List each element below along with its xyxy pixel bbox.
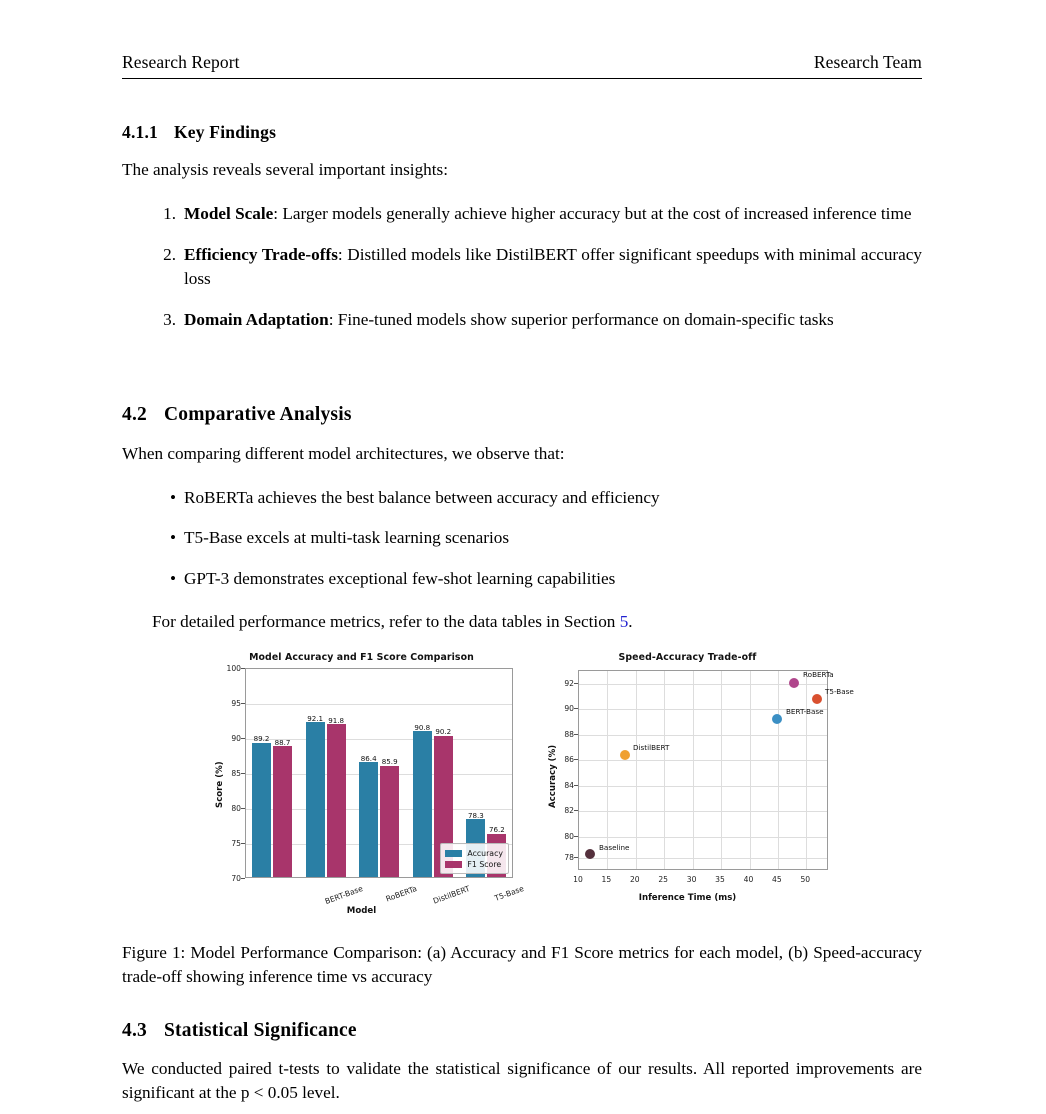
y-tick-mark <box>574 857 578 858</box>
bar-chart-legend <box>440 843 509 874</box>
section-reference-link[interactable]: 5 <box>619 612 629 631</box>
gridline-x-45 <box>778 671 779 869</box>
legend-item-f1 <box>445 859 503 869</box>
list-marker: 1. <box>163 204 176 223</box>
x-tick-label: 10 <box>573 875 583 884</box>
y-tick-label: 70 <box>231 874 241 883</box>
list-item <box>150 567 922 591</box>
scatter-plot-area <box>578 670 854 870</box>
x-tick-label: DistilBERT <box>431 884 472 906</box>
bar-value-label: 92.1 <box>307 714 323 723</box>
gridline-x-30 <box>693 671 694 869</box>
bar-value-label: 90.2 <box>435 727 452 736</box>
list-item-text: GPT-3 demonstrates exceptional few-shot learning capabilities <box>184 568 616 588</box>
list-item-text: : Fine-tuned models show superior performance on domain-specific tasks <box>328 310 834 330</box>
bar-accuracy-t5-base <box>413 731 432 877</box>
scatter-point-label: T5-Base <box>825 687 854 696</box>
bar-f1-bert-base <box>273 746 292 877</box>
list-item <box>150 308 922 332</box>
scatter-point-label: RoBERTa <box>803 670 834 679</box>
gridline-y-88 <box>579 735 827 736</box>
heading-statistical-significance <box>122 1020 357 1042</box>
y-tick-mark <box>241 668 245 669</box>
scatter-point-distilbert <box>620 750 630 760</box>
gridline-y-80 <box>579 837 827 838</box>
x-tick-label: 20 <box>629 875 640 884</box>
legend-swatch-f1 <box>445 861 462 868</box>
list-item-term: Efficiency Trade-offs <box>184 244 338 264</box>
x-tick-label: 40 <box>743 875 754 884</box>
y-tick-mark <box>574 785 578 786</box>
bar-value-label: 89.2 <box>253 734 270 743</box>
x-tick-label: 30 <box>686 875 697 884</box>
list-marker: 3. <box>163 310 176 330</box>
heading-comparative-analysis <box>122 404 352 426</box>
y-tick-label: 80 <box>564 831 574 841</box>
y-tick-mark <box>574 708 578 709</box>
list-item-text: T5-Base excels at multi-task learning scenarios <box>184 528 510 548</box>
bar-value-label: 76.2 <box>488 825 505 834</box>
list-item <box>150 526 922 550</box>
x-tick-label: RoBERTa <box>384 884 419 904</box>
scatter-y-axis-title: Accuracy (%) <box>548 744 558 808</box>
y-tick-mark <box>574 734 578 735</box>
gridline-y-78 <box>579 858 827 859</box>
bar-value-label: 90.8 <box>414 723 431 732</box>
header-rule <box>122 78 922 79</box>
y-tick-label: 100 <box>226 664 241 673</box>
closing-period: . <box>628 612 633 631</box>
scatter-chart-title: Speed-Accuracy Trade-off <box>618 652 757 663</box>
gridline-y-82 <box>579 811 827 812</box>
heading-title: Statistical Significance <box>164 1020 357 1041</box>
list-item-text: : Distilled models like DistilBERT offer significant speedups with minimal accuracy loss <box>184 244 922 289</box>
y-tick-label: 95 <box>231 699 241 708</box>
y-tick-label: 90 <box>231 734 241 743</box>
bar-chart-accuracy-f1 <box>205 648 526 920</box>
legend-label-f1: F1 Score <box>467 859 502 869</box>
bar-accuracy-roberta <box>306 722 325 877</box>
closing-text: For detailed performance metrics, refer to the data tables in Section <box>152 612 620 631</box>
x-tick-label: 15 <box>601 875 612 884</box>
bar-accuracy-bert-base <box>252 743 271 877</box>
scatter-point-label: Baseline <box>599 843 630 852</box>
list-item <box>150 243 922 292</box>
y-tick-label: 86 <box>564 755 574 765</box>
y-tick-mark <box>241 738 245 739</box>
comparative-bullet-list <box>150 486 922 591</box>
key-findings-list <box>150 202 922 333</box>
key-findings-intro: The analysis reveals several important insights: <box>122 160 449 179</box>
x-tick-label: 45 <box>772 875 782 884</box>
running-header <box>122 52 922 73</box>
y-tick-mark <box>241 773 245 774</box>
y-tick-label: 92 <box>564 678 574 688</box>
y-tick-label: 84 <box>564 780 574 790</box>
bar-chart-x-axis-title: Model <box>346 906 377 916</box>
header-left-text: Research Report <box>122 52 240 72</box>
y-tick-mark <box>241 878 245 879</box>
gridline-y-84 <box>579 786 827 787</box>
heading-number: 4.1.1 <box>122 122 158 142</box>
bar-value-label: 86.4 <box>360 754 377 763</box>
bullet-icon: • <box>169 568 176 588</box>
bar-f1-distilbert <box>380 766 399 877</box>
figure-model-performance <box>205 648 854 920</box>
legend-label-accuracy: Accuracy <box>467 848 503 858</box>
bar-f1-roberta <box>327 724 346 877</box>
y-tick-label: 82 <box>564 806 574 816</box>
gridline-y-86 <box>579 760 827 761</box>
scatter-point-bert-base <box>772 714 782 724</box>
scatter-point-label: BERT-Base <box>786 707 824 716</box>
x-tick-label: 50 <box>800 875 811 884</box>
y-tick-label: 85 <box>231 769 241 778</box>
comparative-intro: When comparing different model architectures, we observe that: <box>122 444 565 463</box>
figure-caption: Figure 1: Model Performance Comparison: (a) Accuracy and F1 Score metrics for each model, (b) Speed-accuracy trade-off showing inference time vs accuracy <box>122 943 922 986</box>
bullet-icon: • <box>169 528 176 548</box>
gridline-95 <box>246 704 512 705</box>
list-item-term: Model Scale <box>184 204 274 223</box>
y-tick-label: 80 <box>231 804 241 813</box>
y-tick-label: 78 <box>564 853 574 863</box>
bar-chart-y-axis-title: Score (%) <box>215 761 225 808</box>
y-tick-mark <box>241 843 245 844</box>
list-item-text: : Larger models generally achieve higher accuracy but at the cost of increased inference time <box>273 204 912 223</box>
scatter-point-label: DistilBERT <box>633 743 670 752</box>
list-item <box>150 202 922 226</box>
heading-title: Key Findings <box>174 122 277 142</box>
heading-number: 4.3 <box>122 1020 147 1041</box>
bar-value-label: 88.7 <box>274 738 291 747</box>
x-tick-label: BERT-Base <box>323 884 365 907</box>
bar-value-label: 91.8 <box>328 716 344 725</box>
y-tick-mark <box>574 810 578 811</box>
y-tick-label: 90 <box>564 704 574 714</box>
gridline-x-50 <box>806 671 807 869</box>
y-tick-mark <box>574 836 578 837</box>
heading-key-findings <box>122 122 276 143</box>
bar-value-label: 85.9 <box>381 757 398 766</box>
bar-chart-title: Model Accuracy and F1 Score Comparison <box>249 652 474 663</box>
statistical-body: We conducted paired t-tests to validate the statistical significance of our results. All reported improvements are significant at the p < 0.05 level. <box>122 1059 922 1102</box>
y-tick-mark <box>241 808 245 809</box>
bar-value-label: 78.3 <box>467 811 484 820</box>
list-item-term: Domain Adaptation <box>184 310 329 330</box>
bar-chart-plot-area <box>245 668 513 878</box>
y-tick-mark <box>574 759 578 760</box>
x-tick-label: T5-Base <box>493 884 526 903</box>
x-tick-label: 25 <box>658 875 669 884</box>
y-tick-mark <box>241 703 245 704</box>
heading-title: Comparative Analysis <box>164 404 352 425</box>
y-tick-label: 75 <box>231 839 241 848</box>
x-tick-label: 35 <box>715 875 725 884</box>
comparative-closing <box>152 610 922 634</box>
heading-number: 4.2 <box>122 404 147 425</box>
list-item <box>150 486 922 510</box>
scatter-chart-speed-accuracy <box>530 648 854 920</box>
header-right-text: Research Team <box>813 52 922 72</box>
gridline-x-35 <box>721 671 722 869</box>
bar-accuracy-distilbert <box>359 762 378 877</box>
list-marker: 2. <box>163 244 176 264</box>
scatter-point-roberta <box>789 678 799 688</box>
bullet-icon: • <box>169 488 176 507</box>
legend-swatch-accuracy <box>445 850 462 857</box>
y-tick-mark <box>574 683 578 684</box>
list-item-text: RoBERTa achieves the best balance between accuracy and efficiency <box>184 488 660 507</box>
scatter-point-t5-base <box>812 694 822 704</box>
gridline-x-15 <box>607 671 608 869</box>
gridline-x-25 <box>664 671 665 869</box>
legend-item-accuracy <box>445 848 503 858</box>
gridline-x-40 <box>750 671 751 869</box>
y-tick-label: 88 <box>564 729 574 739</box>
scatter-x-axis-title: Inference Time (ms) <box>638 893 737 903</box>
gridline-x-20 <box>636 671 637 869</box>
